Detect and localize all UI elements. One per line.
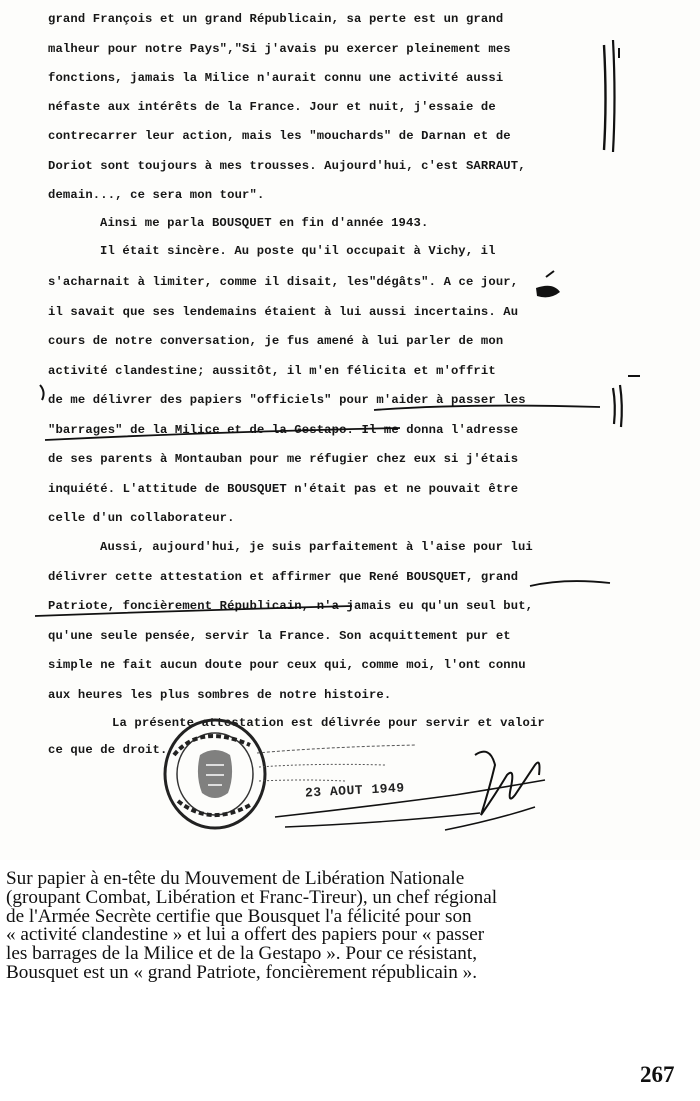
- letter-line: "barrages" de la Milice et de la Gestapo. Il me donna l'adresse: [48, 423, 519, 437]
- letter-line: qu'une seule pensée, servir la France. Son acquittement pur et: [48, 629, 511, 643]
- ink-blot-mark: [536, 286, 560, 298]
- margin-bracket-mark: [613, 388, 615, 424]
- letter-line: aux heures les plus sombres de notre histoire.: [48, 688, 392, 702]
- caption-line: « activité clandestine » et lui a offert des papiers pour « passer: [6, 924, 485, 946]
- underline-mark: [35, 606, 352, 616]
- letter-line: cours de notre conversation, je fus amené à lui parler de mon: [48, 334, 504, 348]
- letter-line: simple ne fait aucun doute pour ceux qui, comme moi, l'ont connu: [48, 658, 526, 672]
- letter-line: néfaste aux intérêts de la France. Jour et nuit, j'essaie de: [48, 100, 496, 114]
- letter-line: Il était sincère. Au poste qu'il occupait à Vichy, il: [100, 244, 496, 258]
- letter-line: inquiété. L'attitude de BOUSQUET n'était pas et ne pouvait être: [48, 482, 519, 496]
- margin-bracket-mark: [604, 45, 606, 150]
- letter-line: celle d'un collaborateur.: [48, 511, 235, 525]
- letter-line: Patriote, foncièrement Républicain, n'a jamais eu qu'un seul but,: [48, 599, 534, 613]
- date-stamp: 23 AOUT 1949: [304, 780, 405, 801]
- letter-line: s'acharnait à limiter, comme il disait, les"dégâts". A ce jour,: [48, 275, 519, 289]
- page-number: 267: [640, 1062, 675, 1087]
- letter-line: Doriot sont toujours à mes trousses. Aujourd'hui, c'est SARRAUT,: [48, 159, 526, 173]
- letter-line: La présente attestation est délivrée pour servir et valoir: [112, 716, 545, 730]
- letter-line: de me délivrer des papiers "officiels" pour m'aider à passer les: [48, 393, 526, 407]
- letter-line: malheur pour notre Pays","Si j'avais pu exercer pleinement mes: [48, 42, 511, 56]
- letter-line: Ainsi me parla BOUSQUET en fin d'année 1943.: [100, 216, 429, 230]
- margin-bracket-mark: [620, 385, 622, 427]
- letter-line: fonctions, jamais la Milice n'aurait connu une activité aussi: [48, 71, 504, 85]
- margin-bracket-mark: [613, 40, 615, 152]
- letter-line: il savait que ses lendemains étaient à lui aussi incertains. Au: [48, 305, 519, 319]
- caption: [6, 870, 694, 983]
- letter-line: activité clandestine; aussitôt, il m'en félicita et m'offrit: [48, 364, 496, 378]
- letter-line: ce que de droit.: [48, 743, 168, 757]
- letter-line: contrecarrer leur action, mais les "mouchards" de Darnan et de: [48, 129, 511, 143]
- caption-line: Sur papier à en-tête du Mouvement de Libération Nationale: [6, 868, 465, 889]
- underline-mark: [530, 581, 610, 586]
- ink-stroke-mark: [546, 271, 554, 277]
- letter-line: grand François et un grand Républicain, sa perte est un grand: [48, 12, 504, 26]
- letter-line: demain..., ce sera mon tour".: [48, 188, 265, 202]
- caption-line: de l'Armée Secrète certifie que Bousquet l'a félicité pour son: [6, 905, 472, 927]
- margin-hook-mark: [40, 385, 44, 400]
- underline-mark: [45, 428, 400, 440]
- underline-mark: [374, 406, 600, 410]
- caption-line: les barrages de la Milice et de la Gestapo ». Pour ce résistant,: [6, 943, 477, 965]
- letter-line: Aussi, aujourd'hui, je suis parfaitement à l'aise pour lui: [100, 540, 533, 554]
- letter-line: délivrer cette attestation et affirmer que René BOUSQUET, grand: [48, 570, 519, 584]
- caption-line: (groupant Combat, Libération et Franc-Tireur), un chef régional: [6, 886, 498, 908]
- caption-line: Bousquet est un « grand Patriote, foncièrement républicain ».: [6, 961, 478, 983]
- letter-line: de ses parents à Montauban pour me réfugier chez eux si j'étais: [48, 452, 519, 466]
